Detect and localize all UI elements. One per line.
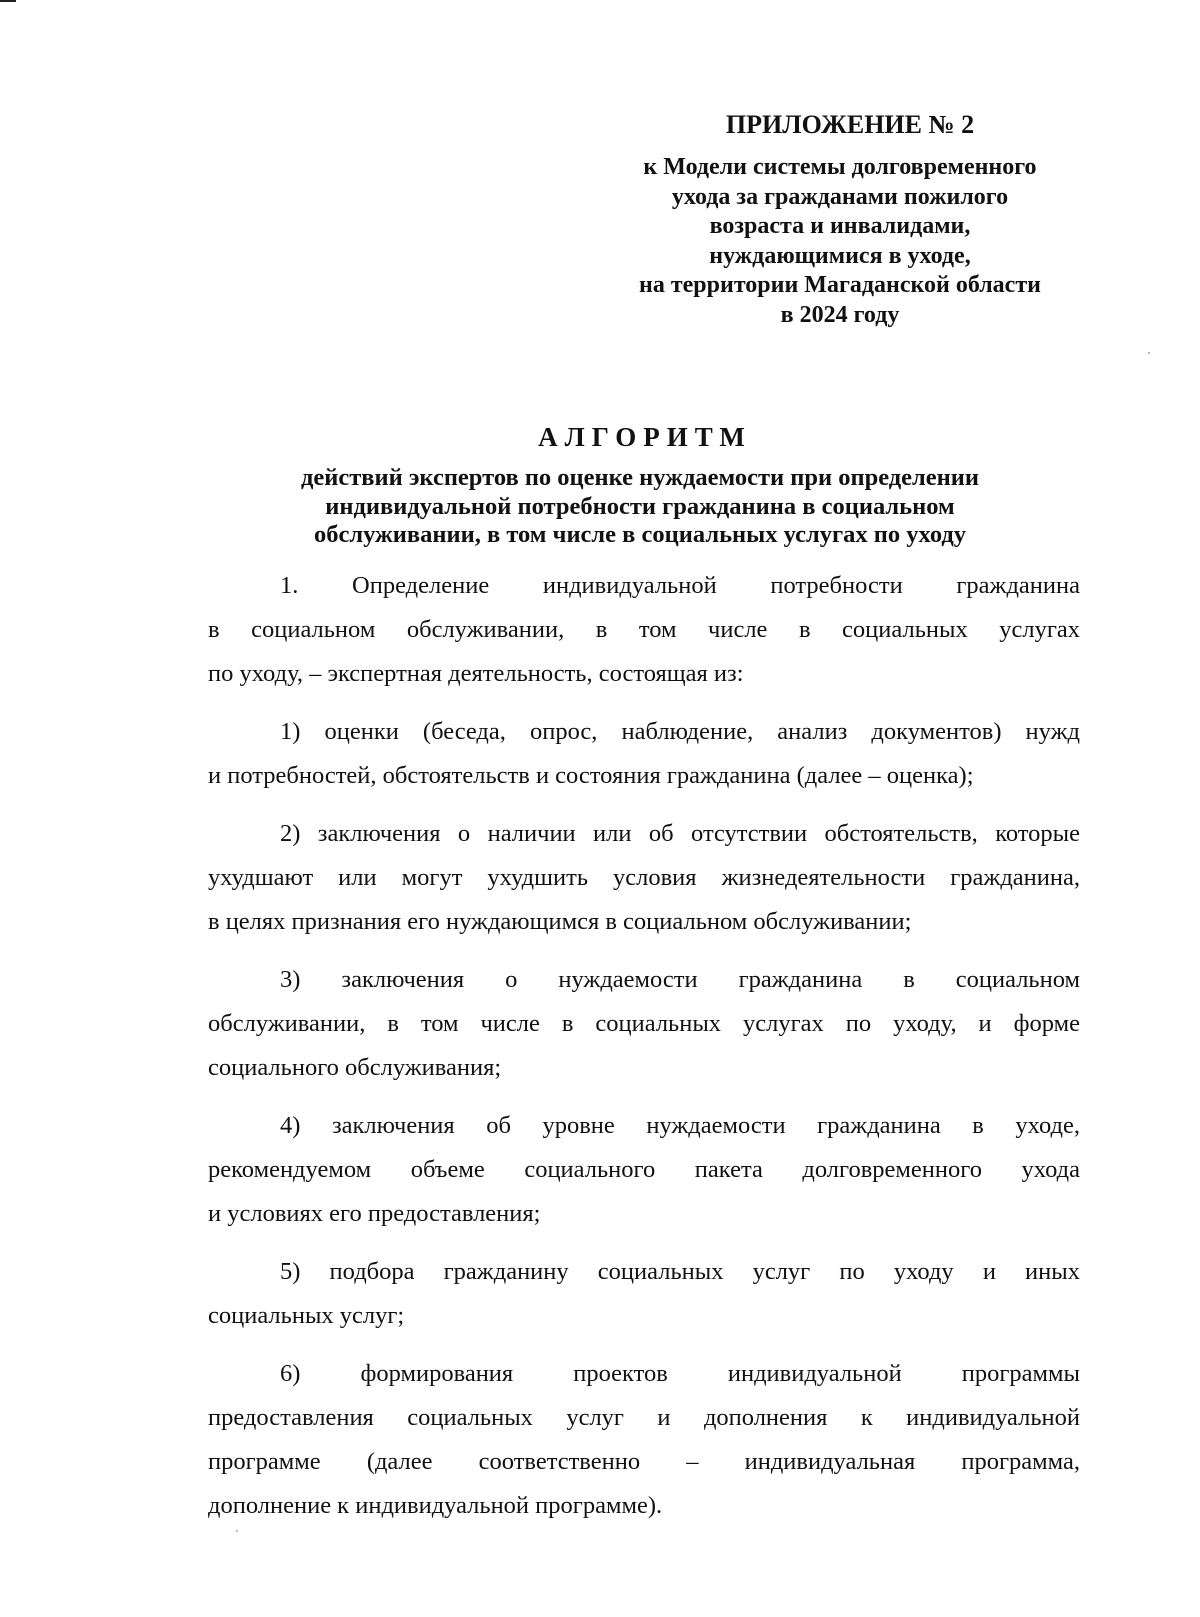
text-line: по уходу, – экспертная деятельность, состоящая из: [208, 660, 744, 687]
document-title: АЛГОРИТМ [538, 422, 752, 452]
text-line: предоставления социальных услуг и дополнения к индивидуальной [208, 1404, 1080, 1431]
text-line: 1) оценки (беседа, опрос, наблюдение, анализ документов) нужд [280, 718, 1080, 745]
text-line: 4) заключения об уровне нуждаемости гражданина в уходе, [280, 1112, 1080, 1139]
document-subtitle-line: действий экспертов по оценке нуждаемости при определении [300, 464, 980, 491]
appendix-block [600, 108, 1080, 330]
text-line: 2) заключения о наличии или об отсутствии обстоятельств, которые [280, 820, 1080, 847]
document-subtitle-line: обслуживании, в том числе в социальных услугах по уходу [313, 521, 967, 548]
text-line: в целях признания его нуждающимся в социальном обслуживании; [208, 908, 912, 935]
scan-corner-mark [0, 0, 16, 2]
appendix-line: к Модели системы долговременного [643, 154, 1037, 180]
text-line: дополнение к индивидуальной программе). [208, 1492, 663, 1519]
text-line: 6) формирования проектов индивидуальной программы [280, 1360, 1080, 1387]
text-line: ухудшают или могут ухудшить условия жизнедеятельности гражданина, [208, 864, 1080, 891]
text-line: и потребностей, обстоятельств и состояния гражданина (далее – оценка); [208, 762, 974, 789]
list-item-5 [208, 1250, 1080, 1338]
text-line: рекомендуемом объеме социального пакета долговременного ухода [208, 1156, 1080, 1183]
document-heading [200, 420, 1080, 550]
text-line: социального обслуживания; [208, 1054, 502, 1081]
text-line: социальных услуг; [208, 1302, 405, 1329]
list-item-3 [208, 958, 1080, 1090]
appendix-line: нуждающимися в уходе, [709, 242, 971, 269]
appendix-line: на территории Магаданской области [639, 272, 1041, 298]
document-body [208, 564, 1080, 1542]
appendix-line: в 2024 году [780, 301, 900, 328]
document-subtitle-line: индивидуальной потребности гражданина в социальном [325, 492, 955, 520]
text-line: программе (далее соответственно – индивидуальная программа, [208, 1448, 1080, 1475]
text-line: 1. Определение индивидуальной потребности гражданина [280, 572, 1080, 599]
list-item-2 [208, 812, 1080, 944]
text-line: в социальном обслуживании, в том числе в социальных услугах [208, 616, 1080, 643]
appendix-title: ПРИЛОЖЕНИЕ № 2 [725, 110, 975, 139]
text-line: 5) подбора гражданину социальных услуг по уходу и иных [280, 1258, 1080, 1285]
list-item-6 [208, 1352, 1080, 1528]
list-item-1 [208, 710, 1080, 798]
text-line: 3) заключения о нуждаемости гражданина в социальном [280, 966, 1080, 993]
paragraph-definition [208, 564, 1080, 696]
scan-artifact [236, 1530, 238, 1532]
appendix-line: возраста и инвалидами, [709, 213, 971, 239]
list-item-4 [208, 1104, 1080, 1236]
text-line: и условиях его предоставления; [208, 1200, 541, 1227]
text-line: обслуживании, в том числе в социальных услугах по уходу, и форме [208, 1010, 1080, 1037]
scan-artifact [1148, 352, 1150, 354]
appendix-line: ухода за гражданами пожилого [671, 183, 1009, 210]
